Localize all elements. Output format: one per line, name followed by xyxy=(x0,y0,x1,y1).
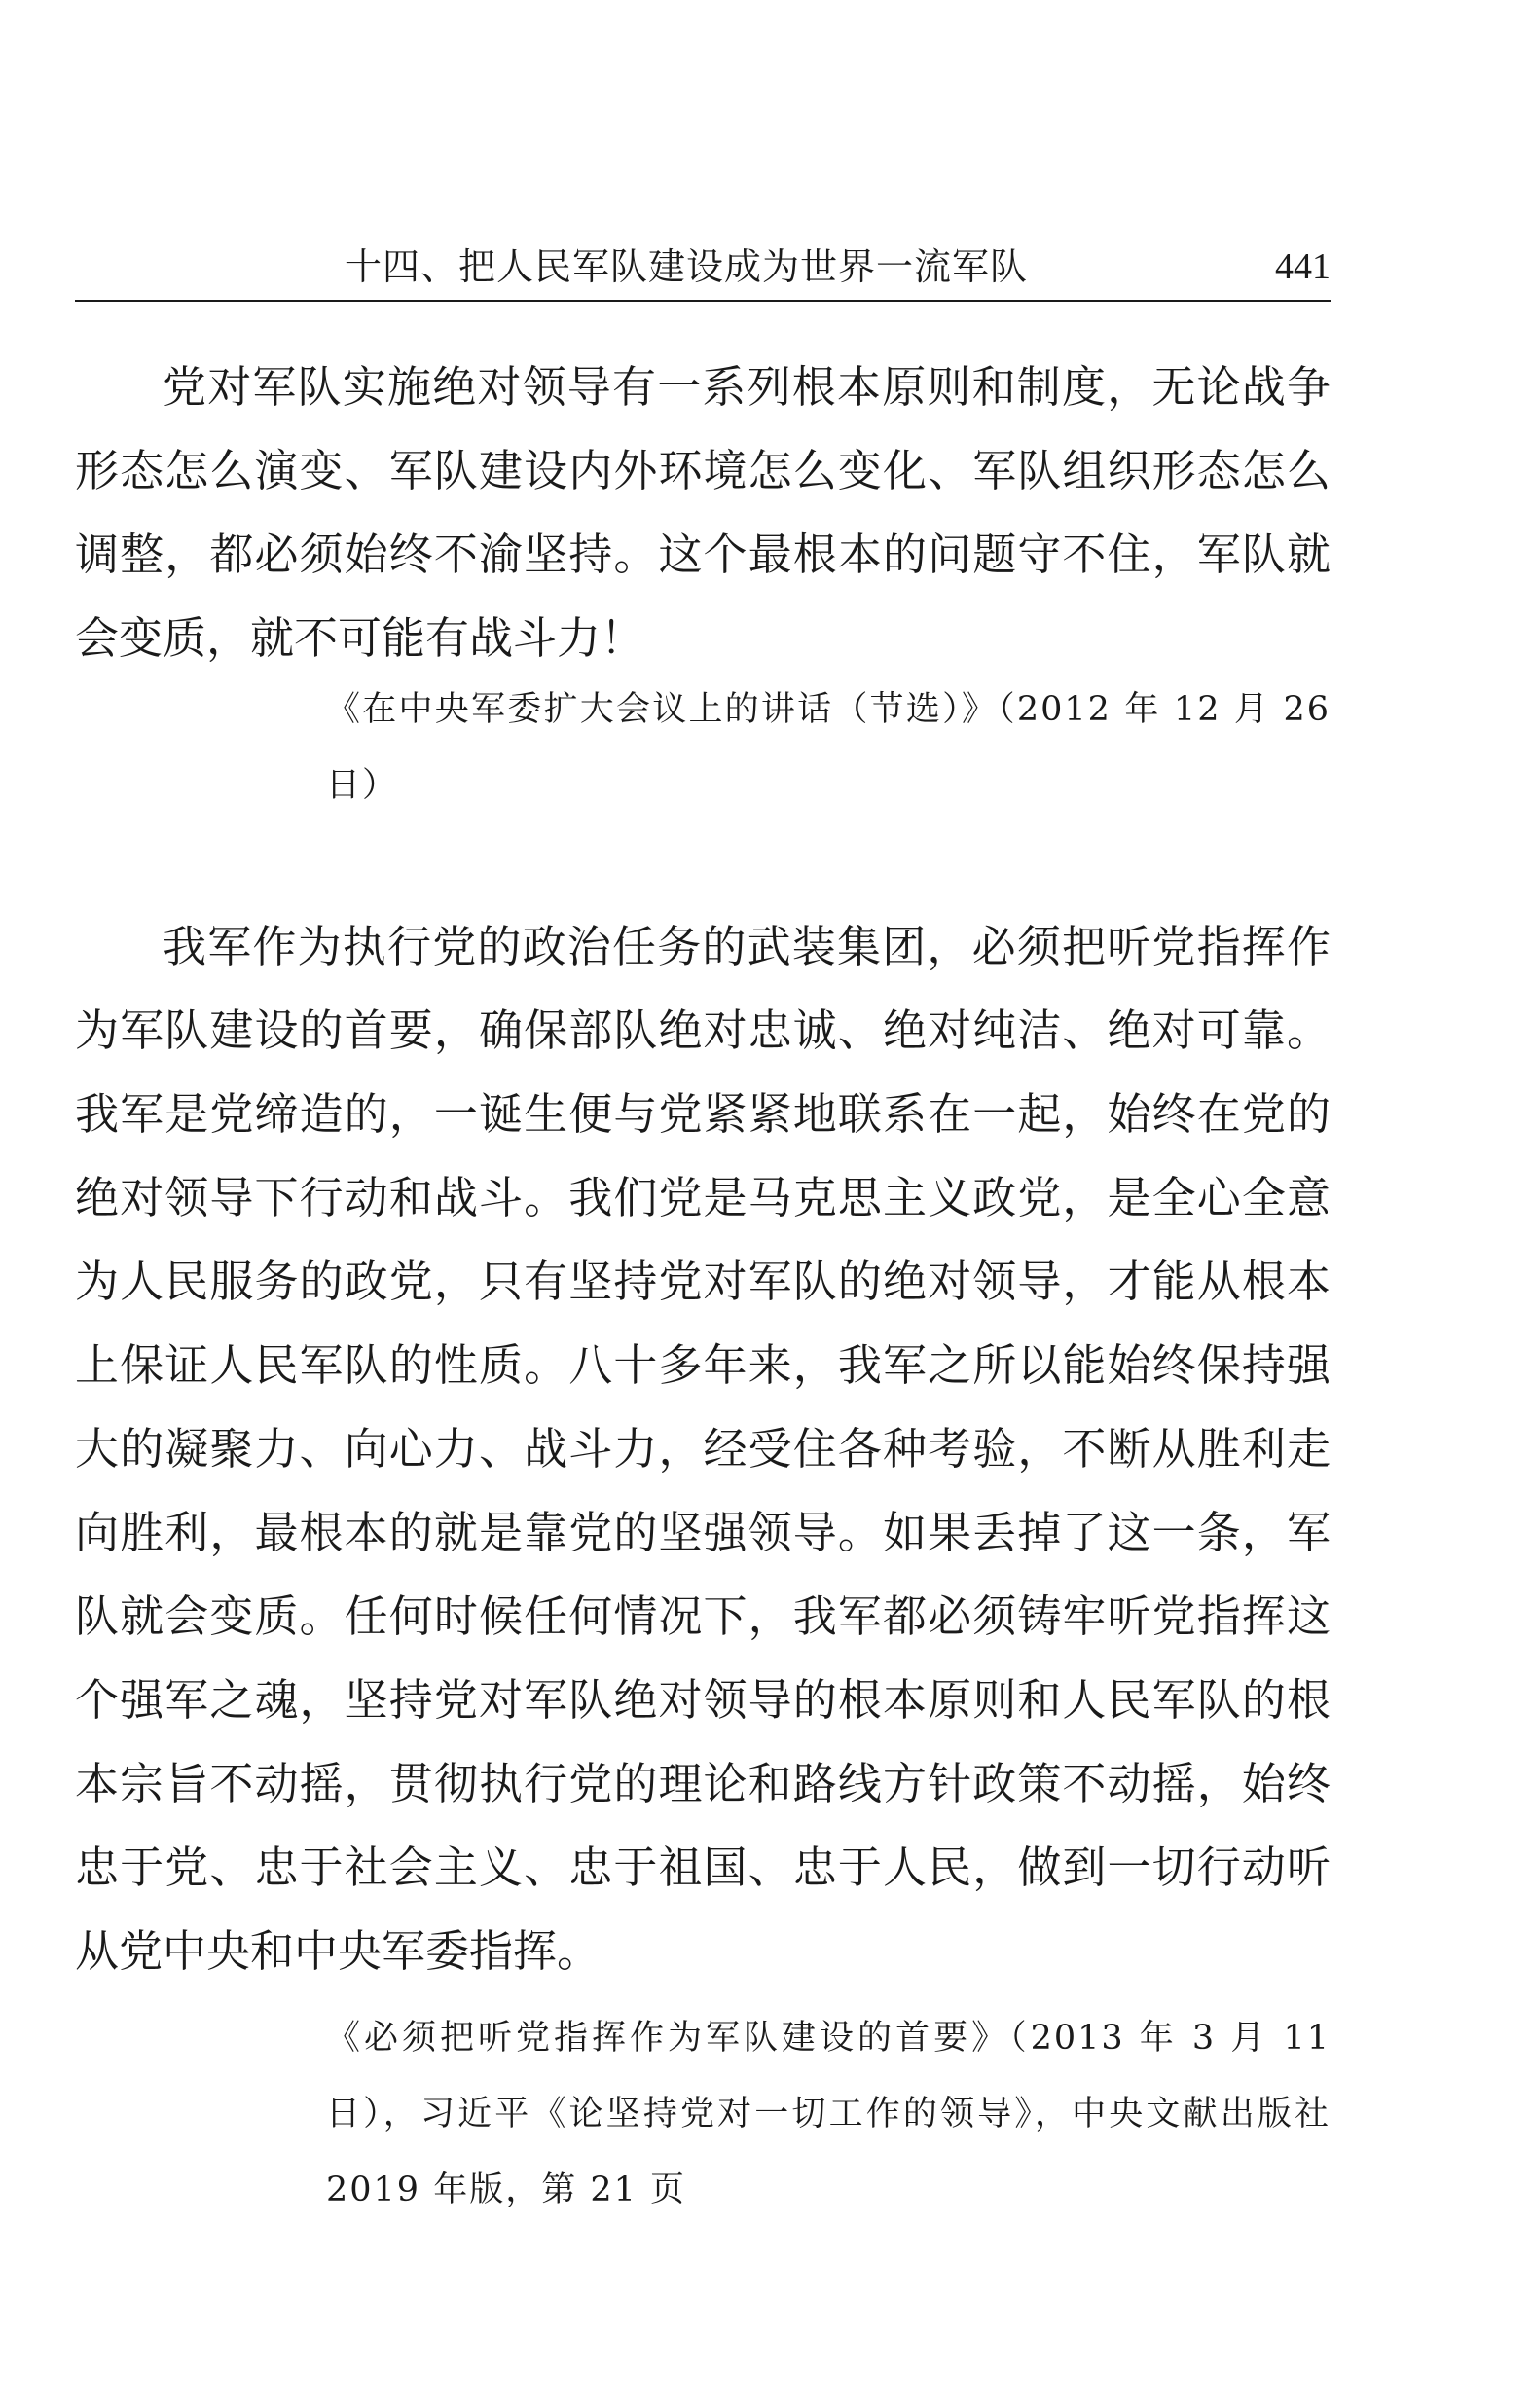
quote-paragraph: 党对军队实施绝对领导有一系列根本原则和制度，无论战争形态怎么演变、军队建设内外环境怎么变化、军队组织形态怎么调整，都必须始终不渝坚持。这个最根本的问题守不住，军队就会变质，就不可能有战斗力！ xyxy=(75,361,1331,664)
quote-source: 《必须把听党指挥作为军队建设的首要》（2013 年 3 月 11 日），习近平《论坚持党对一切工作的领导》，中央文献出版社 2019 年版，第 21 页 xyxy=(326,2019,1331,2209)
running-head xyxy=(75,237,1331,296)
page-number: 441 xyxy=(1275,246,1331,287)
header-rule xyxy=(75,300,1331,302)
quote-paragraph: 我军作为执行党的政治任务的武装集团，必须把听党指挥作为军队建设的首要，确保部队绝对忠诚、绝对纯洁、绝对可靠。我军是党缔造的，一诞生便与党紧紧地联系在一起，始终在党的绝对领导下行动和战斗。我们党是马克思主义政党，是全心全意为人民服务的政党，只有坚持党对军队的绝对领导，才能从根本上保证人民军队的性质。八十多年来，我军之所以能始终保持强大的凝聚力、向心力、战斗力，经受住各种考验，不断从胜利走向胜利，最根本的就是靠党的坚强领导。如果丢掉了这一条，军队就会变质。任何时候任何情况下，我军都必须铸牢听党指挥这个强军之魂，坚持党对军队绝对领导的根本原则和人民军队的根本宗旨不动摇，贯彻执行党的理论和路线方针政策不动摇，始终忠于党、忠于社会主义、忠于祖国、忠于人民，做到一切行动听从党中央和中央军委指挥。 xyxy=(75,921,1331,1977)
running-title: 十四、把人民军队建设成为世界一流军队 xyxy=(345,245,1029,288)
quote-source: 《在中央军委扩大会议上的讲话（节选）》（2012 年 12 月 26 日） xyxy=(326,690,1331,805)
